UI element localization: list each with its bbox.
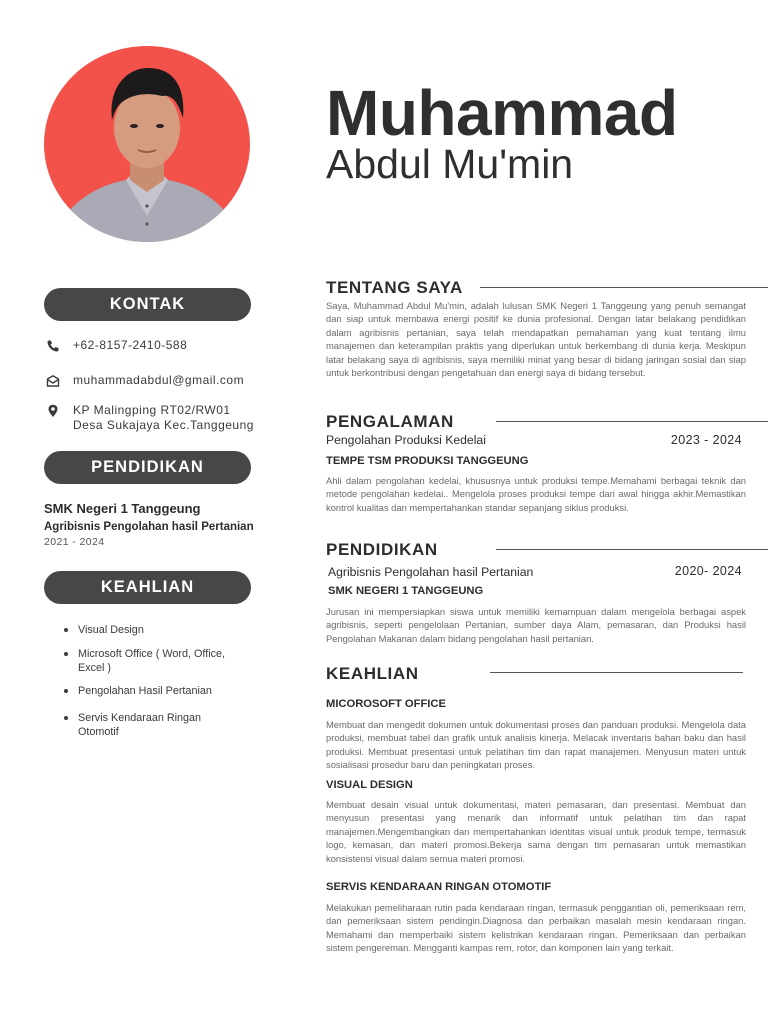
last-name: Abdul Mu'min <box>326 141 574 187</box>
school-name: SMK Negeri 1 Tanggeung <box>44 501 201 516</box>
location-pin-icon <box>46 404 60 418</box>
experience-text: Ahli dalam pengolahan kedelai, khususnya untuk produksi tempe.Memahami berbagai teknik dan metode pengolahan kedelai.. Mengelola proses produksi tempe dari awal hingga akhir.Memastikan kontrol kualitas dan mempertahankan standar sepanjang siklus produksi. <box>326 475 746 513</box>
education-heading-sidebar: PENDIDIKAN <box>44 451 251 484</box>
skill-text-office: Membuat dan mengedit dokumen untuk dokumentasi proses dan panduan produksi. Mengelola data produksi, membuat tabel dan grafik untuk analisis kinerja. Melacak inventaris bahan baku dan hasil produksi. Membuat presentasi untuk pelatihan tim dan rapat manajemen. Menyusun materi untuk sosialisasi prosedur baru dan peningkatan proses. <box>326 719 746 771</box>
experience-heading: PENGALAMAN <box>326 412 454 431</box>
experience-years: 2023 - 2024 <box>670 433 742 447</box>
list-item: Visual Design <box>62 623 262 637</box>
education-text: Jurusan ini mempersiapkan siswa untuk memiliki kemampuan dalam mengelola berbagai aspek agribisnis, seperti pengelolaan Pertanian, sumber daya Alam, pemasaran, dan Produksi hasil Pengolahan Makanan dalam bidang pengolahan hasil pertanian. <box>326 606 746 644</box>
experience-role: Pengolahan Produksi Kedelai <box>326 433 486 447</box>
list-item: Microsoft Office ( Word, Office, Excel ) <box>62 647 237 675</box>
sidebar-education <box>44 501 264 548</box>
email-address: muhammadabdul@gmail.com <box>73 373 245 387</box>
skills-heading: KEAHLIAN <box>326 664 419 683</box>
education-years: 2021 - 2024 <box>44 536 105 548</box>
skills-heading-sidebar: KEAHLIAN <box>44 571 251 604</box>
about-text: Saya, Muhammad Abdul Mu'min, adalah lulusan SMK Negeri 1 Tanggeung yang penuh semangat dan siap untuk membawa energi positif ke dunia profesional. Dengan latar belakang pendidikan dalam agribisnis pertanian, saya telah mendapatkan pemahaman yang kuat tentang ilmu manajemen dan keterampilan praktis yang diperlukan untuk berkembang di dunia kerja. Meskipun latar belakang saya di agribisnis, saya memiliki minat yang besar di bidang jaringan sosial dan siap untuk berkontribusi dengan pengetahuan dan energi saya di bidang tersebut. <box>326 300 746 379</box>
skill-text-automotive: Melakukan pemeliharaan rutin pada kendaraan ringan, termasuk penggantian oli, pemeriksaan rem, dan pemeriksaan sistem pendingin.Diagnosa dan perbaikan masalah mesin kendaraan ringan. Memahami dan memperbaiki sistem kelistrikan kendaraan ringan. Pemeriksaan dan perbaikan sistem pengereman. Mengganti kampas rem, rotor, dan komponen lain yang terkait. <box>326 902 746 954</box>
phone-icon <box>46 339 60 353</box>
major-name: Agribisnis Pengolahan hasil Pertanian <box>44 521 254 533</box>
first-name: Muhammad <box>326 77 678 149</box>
profile-photo <box>44 46 250 242</box>
list-item: Pengolahan Hasil Pertanian <box>62 684 262 698</box>
divider <box>496 421 768 422</box>
about-heading: TENTANG SAYA <box>326 278 463 297</box>
phone-number: +62-8157-2410-588 <box>73 338 188 352</box>
divider <box>496 549 768 550</box>
skill-text-visual-design: Membuat desain visual untuk dokumentasi, materi pemasaran, dan presentasi. Membuat dan menyusun presentasi yang menarik dan informatif untuk pelatihan tim dan rapat manajemen.Mengembangkan dan mempertahankan identitas visual untuk produk tempe, termasuk logo, kemasan, dan materi promosi.Bekerja sama dengan tim pemasaran untuk memastikan konsistensi visual dalam semua materi promosi. <box>326 799 746 864</box>
divider <box>480 287 768 288</box>
contact-heading: KONTAK <box>44 288 251 321</box>
skill-title-office: MICOROSOFT OFFICE <box>326 698 446 710</box>
list-item: Servis Kendaraan Ringan Otomotif <box>62 711 212 739</box>
address-line-2: Desa Sukajaya Kec.Tanggeung <box>73 418 254 432</box>
education-major: Agribisnis Pengolahan hasil Pertanian <box>328 565 534 579</box>
skill-title-automotive: SERVIS KENDARAAN RINGAN OTOMOTIF <box>326 881 552 893</box>
experience-company: TEMPE TSM PRODUKSI TANGGEUNG <box>326 455 529 467</box>
envelope-icon <box>46 374 60 388</box>
divider <box>490 672 743 673</box>
education-years-main: 2020- 2024 <box>674 564 742 578</box>
education-school: SMK NEGERI 1 TANGGEUNG <box>328 585 484 597</box>
address-line-1: KP Malingping RT02/RW01 <box>73 403 231 417</box>
sidebar-skills-list <box>62 623 262 739</box>
skill-title-visual-design: VISUAL DESIGN <box>326 779 413 791</box>
education-heading: PENDIDIKAN <box>326 540 438 559</box>
person-portrait-icon <box>44 46 250 242</box>
